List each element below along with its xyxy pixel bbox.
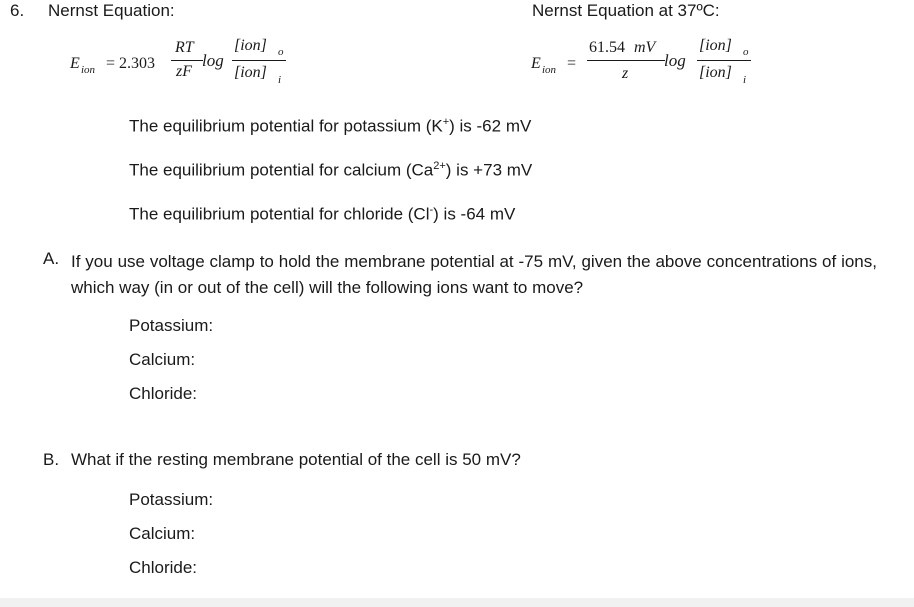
eq1-equals: = 2.303 <box>106 55 156 72</box>
potassium-charge: + <box>442 116 450 128</box>
eq2-lhs-sub: ion <box>542 64 557 76</box>
eq1-fraction-bar <box>171 60 203 61</box>
eq2-lhs: E <box>531 55 541 72</box>
calcium-potential-text: The equilibrium potential for calcium (Ca <box>129 160 434 180</box>
eq1-frac-num: RT <box>175 39 194 56</box>
eq1-conc-num: [ion] <box>234 37 267 54</box>
eq2-conc-den: [ion] <box>699 64 732 81</box>
eq1-log: log <box>202 51 224 70</box>
potassium-potential <box>129 116 531 137</box>
calcium-charge: 2+ <box>433 160 446 172</box>
calcium-value: ) is +73 mV <box>445 160 533 180</box>
part-a-calcium: Calcium: <box>129 350 196 369</box>
part-b-label: B. <box>43 450 60 469</box>
question-title: Nernst Equation: <box>48 1 175 20</box>
eq1-conc-den-sub: i <box>278 74 282 86</box>
eq1-conc-den: [ion] <box>234 64 267 81</box>
eq2-equals: = <box>567 55 577 72</box>
eq1-lhs: E <box>70 55 80 72</box>
part-a-chloride: Chloride: <box>129 384 198 403</box>
part-b-potassium: Potassium: <box>129 490 214 509</box>
page-bottom-edge <box>0 598 914 607</box>
part-a-label: A. <box>43 249 60 268</box>
eq1-conc-bar <box>232 60 286 61</box>
part-a-potassium: Potassium: <box>129 316 214 335</box>
chloride-value: ) is -64 mV <box>433 204 516 224</box>
question-number: 6. <box>10 1 25 20</box>
eq2-frac-den: z <box>622 65 629 82</box>
eq2-fraction-bar <box>587 60 665 61</box>
eq1-frac-den: zF <box>176 63 192 80</box>
eq2-conc-num-sub: o <box>743 46 749 58</box>
part-b-chloride: Chloride: <box>129 558 198 577</box>
eq2-conc-bar <box>697 60 751 61</box>
right-equation-title: Nernst Equation at 37ºC: <box>532 1 720 20</box>
eq1-conc-num-sub: o <box>278 46 284 58</box>
eq2-frac-num-unit: mV <box>634 39 656 56</box>
part-b-calcium: Calcium: <box>129 524 196 543</box>
calcium-potential <box>129 160 532 181</box>
part-a-question: If you use voltage clamp to hold the membrane potential at -75 mV, given the above concentrations of ions, which way (in or out of the cell) will the following ions want to move? <box>71 252 877 297</box>
chloride-potential-text: The equilibrium potential for chloride (Cl <box>129 204 430 224</box>
potassium-potential-text: The equilibrium potential for potassium (K <box>129 116 443 136</box>
eq2-conc-den-sub: i <box>743 74 747 86</box>
chloride-charge: - <box>429 204 434 216</box>
eq1-lhs-sub: ion <box>81 64 96 76</box>
chloride-potential <box>129 204 515 225</box>
eq2-frac-num-value: 61.54 <box>589 39 625 56</box>
part-b-question: What if the resting membrane potential of the cell is 50 mV? <box>71 450 521 469</box>
potassium-value: ) is -62 mV <box>449 116 532 136</box>
eq2-log: log <box>664 51 686 70</box>
eq2-conc-num: [ion] <box>699 37 732 54</box>
